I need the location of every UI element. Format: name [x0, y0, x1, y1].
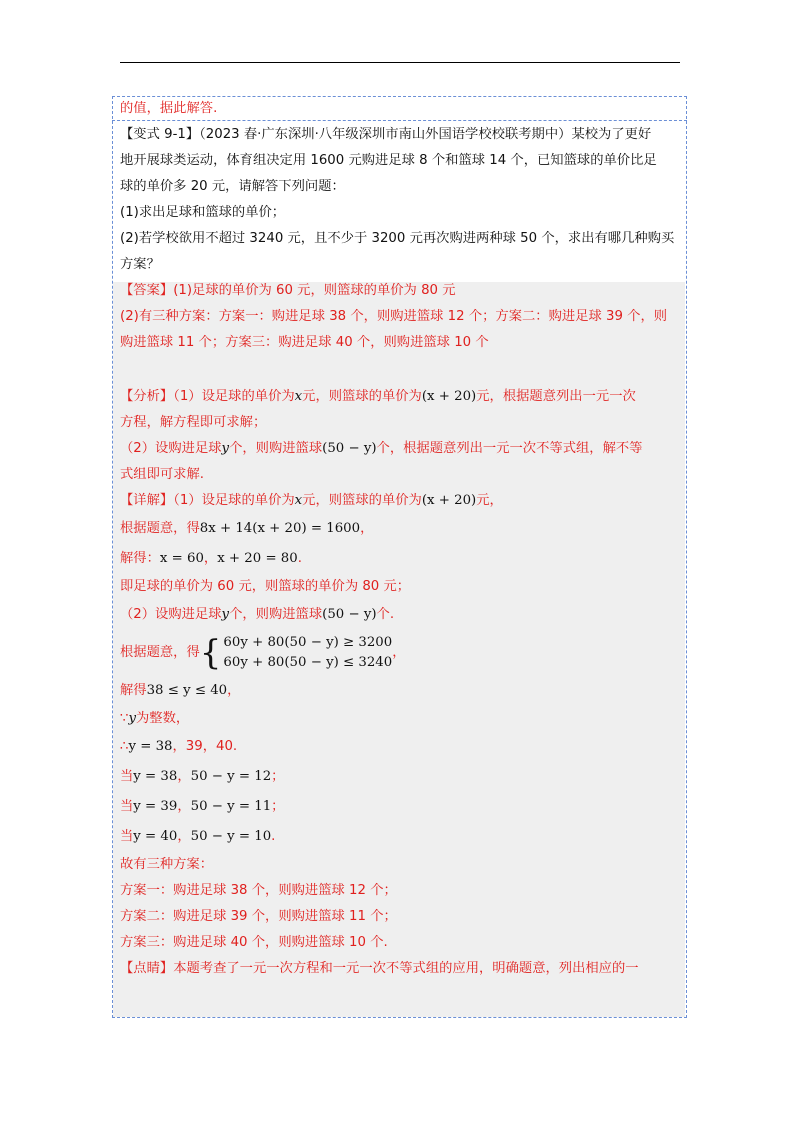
analysis-text: 个，根据题意列出一元一次不等式组，解不等 — [376, 441, 643, 456]
math-expr: (50 − y) — [322, 441, 377, 456]
detail-text: 个，则购进篮球 — [229, 607, 323, 622]
question-label: 【变式 9-1】 — [120, 127, 200, 142]
math-value: 50 − y = 12 — [190, 769, 272, 784]
question-block — [120, 122, 680, 278]
left-brace: { — [199, 633, 222, 673]
answer-line: 购进篮球 11 个；方案三：购进足球 40 个，则购进篮球 10 个 — [120, 335, 489, 350]
because-symbol: ∵ — [120, 711, 129, 726]
document-body — [120, 96, 680, 982]
header-rule — [120, 62, 680, 63]
question-part-2-cont: 方案？ — [120, 257, 160, 272]
math-value: 50 − y = 10 — [190, 829, 272, 844]
equation: 8x + 14(x + 20) = 1600 — [199, 521, 361, 536]
question-source: （2023 春·广东深圳·八年级深圳市南山外国语学校校联考期中） — [199, 127, 572, 142]
math-var-y: y — [128, 711, 136, 726]
question-stem-line: 地开展球类运动，体育组决定用 1600 元购进足球 8 个和篮球 14 个，已知篮球的单价比足 — [120, 153, 657, 168]
math-expr: (x + 20) — [421, 493, 477, 508]
continuation-text: 的值，据此解答. — [120, 101, 218, 116]
inequality-system — [200, 633, 392, 673]
plan-1: 方案一：购进足球 38 个，则购进篮球 12 个； — [120, 883, 397, 898]
detail-text: 解得： — [120, 551, 160, 566]
math-value: y = 40 — [133, 829, 178, 844]
math-var-y: y — [221, 441, 230, 456]
math-var-x: x — [294, 389, 303, 404]
detail-text: 元， — [476, 493, 503, 508]
detail-text: ，39，40. — [172, 739, 238, 754]
question-stem-line: 球的单价多 20 元，请解答下列问题： — [120, 179, 345, 194]
question-stem: 某校为了更好 — [571, 127, 652, 142]
detail-text: 为整数， — [135, 711, 190, 726]
math-expr: (x + 20) — [421, 389, 477, 404]
analysis-text: 个，则购进篮球 — [229, 441, 323, 456]
detail-text: 解得 — [120, 683, 147, 698]
analysis-label: 【分析】 — [120, 389, 174, 404]
math-var-x: x — [294, 493, 303, 508]
detail-text: 元，则篮球的单价为 — [302, 493, 422, 508]
answer-line: (2)有三种方案：方案一：购进足球 38 个，则购进篮球 12 个；方案二：购进足球 39 个，则 — [120, 309, 668, 324]
math-expr: (50 − y) — [322, 607, 377, 622]
inequality-row: 60y + 80(50 − y) ≥ 3200 — [223, 635, 393, 650]
answer-block — [120, 278, 680, 356]
detail-text: 根据题意，得 — [120, 645, 200, 660]
analysis-text: 元，根据题意列出一元一次 — [476, 389, 636, 404]
detail-text: 故有三种方案： — [120, 857, 214, 872]
solution-range: 38 ≤ y ≤ 40 — [146, 683, 228, 698]
analysis-text: 元，则篮球的单价为 — [302, 389, 422, 404]
detail-label: 【详解】 — [120, 493, 174, 508]
detail-text: 当 — [120, 769, 134, 784]
analysis-block — [120, 384, 680, 488]
detail-text: （2）设购进足球 — [120, 607, 222, 622]
detail-text: （1）设足球的单价为 — [173, 493, 295, 508]
inequality-row: 60y + 80(50 − y) ≤ 3240 — [223, 655, 393, 670]
answer-label: 【答案】 — [120, 283, 174, 298]
comment-block — [120, 956, 680, 982]
plan-3: 方案三：购进足球 40 个，则购进篮球 10 个. — [120, 935, 388, 950]
comment-text: 本题考查了一元一次方程和一元一次不等式组的应用，明确题意，列出相应的一 — [173, 961, 639, 976]
comment-label: 【点睛】 — [120, 961, 174, 976]
answer-line: (1)足球的单价为 60 元，则篮球的单价为 80 元 — [173, 283, 456, 298]
math-value: y = 38 — [128, 739, 173, 754]
analysis-text: （1）设足球的单价为 — [173, 389, 295, 404]
detail-text: 即足球的单价为 60 元，则篮球的单价为 80 元； — [120, 579, 411, 594]
analysis-text: 式组即可求解. — [120, 467, 205, 482]
analysis-text: （2）设购进足球 — [120, 441, 222, 456]
math-value: y = 39 — [133, 799, 178, 814]
math-value: y = 38 — [133, 769, 178, 784]
solution-price: x + 20 = 80 — [217, 551, 298, 566]
detail-text: 个. — [376, 607, 395, 622]
detail-block: 【详解】（1）设足球的单价为x元，则篮球的单价为(x + 20)元， 根据题意，得8x + 14(x + 20) = 1600， 解得：x = 60，x + 20 = 80. 即足球的单价为 60 元，则篮球的单价为 80 元； （2）设购进足球y个，则购进篮球(50 − y)个. 根据题意，得 { 60y + 80(50 − y) ≥ 3200 60y + 80(50 − y) ≤ 3240 ， 解得38 ≤ y ≤ 40， ∵y为整数， ∴y = 38，39，40. 当y = 38，50 − y = 12； 当y = 39，50 − y = 11； 当y = 40，50 − y = 10. 故有三种方案： 方案一：购进足球 38 个，则购进篮球 12 个； 方案二：购进足球 39 个，则购进篮球 11 个； 方案三：购进足球 40 个，则购进篮球 10 个. — [120, 488, 680, 956]
solution-x: x = 60 — [159, 551, 204, 566]
detail-text: 当 — [120, 829, 134, 844]
question-part-1: (1)求出足球和篮球的单价； — [120, 205, 286, 220]
therefore-symbol: ∴ — [120, 739, 129, 754]
plan-2: 方案二：购进足球 39 个，则购进篮球 11 个； — [120, 909, 397, 924]
detail-text: 当 — [120, 799, 134, 814]
question-part-2: (2)若学校欲用不超过 3240 元，且不少于 3200 元再次购进两种球 50 个，求出有哪几种购买 — [120, 231, 675, 246]
math-value: 50 − y = 11 — [190, 799, 272, 814]
analysis-text: 方程，解方程即可求解； — [120, 415, 267, 430]
math-var-y: y — [221, 607, 230, 622]
detail-text: 根据题意，得 — [120, 521, 200, 536]
